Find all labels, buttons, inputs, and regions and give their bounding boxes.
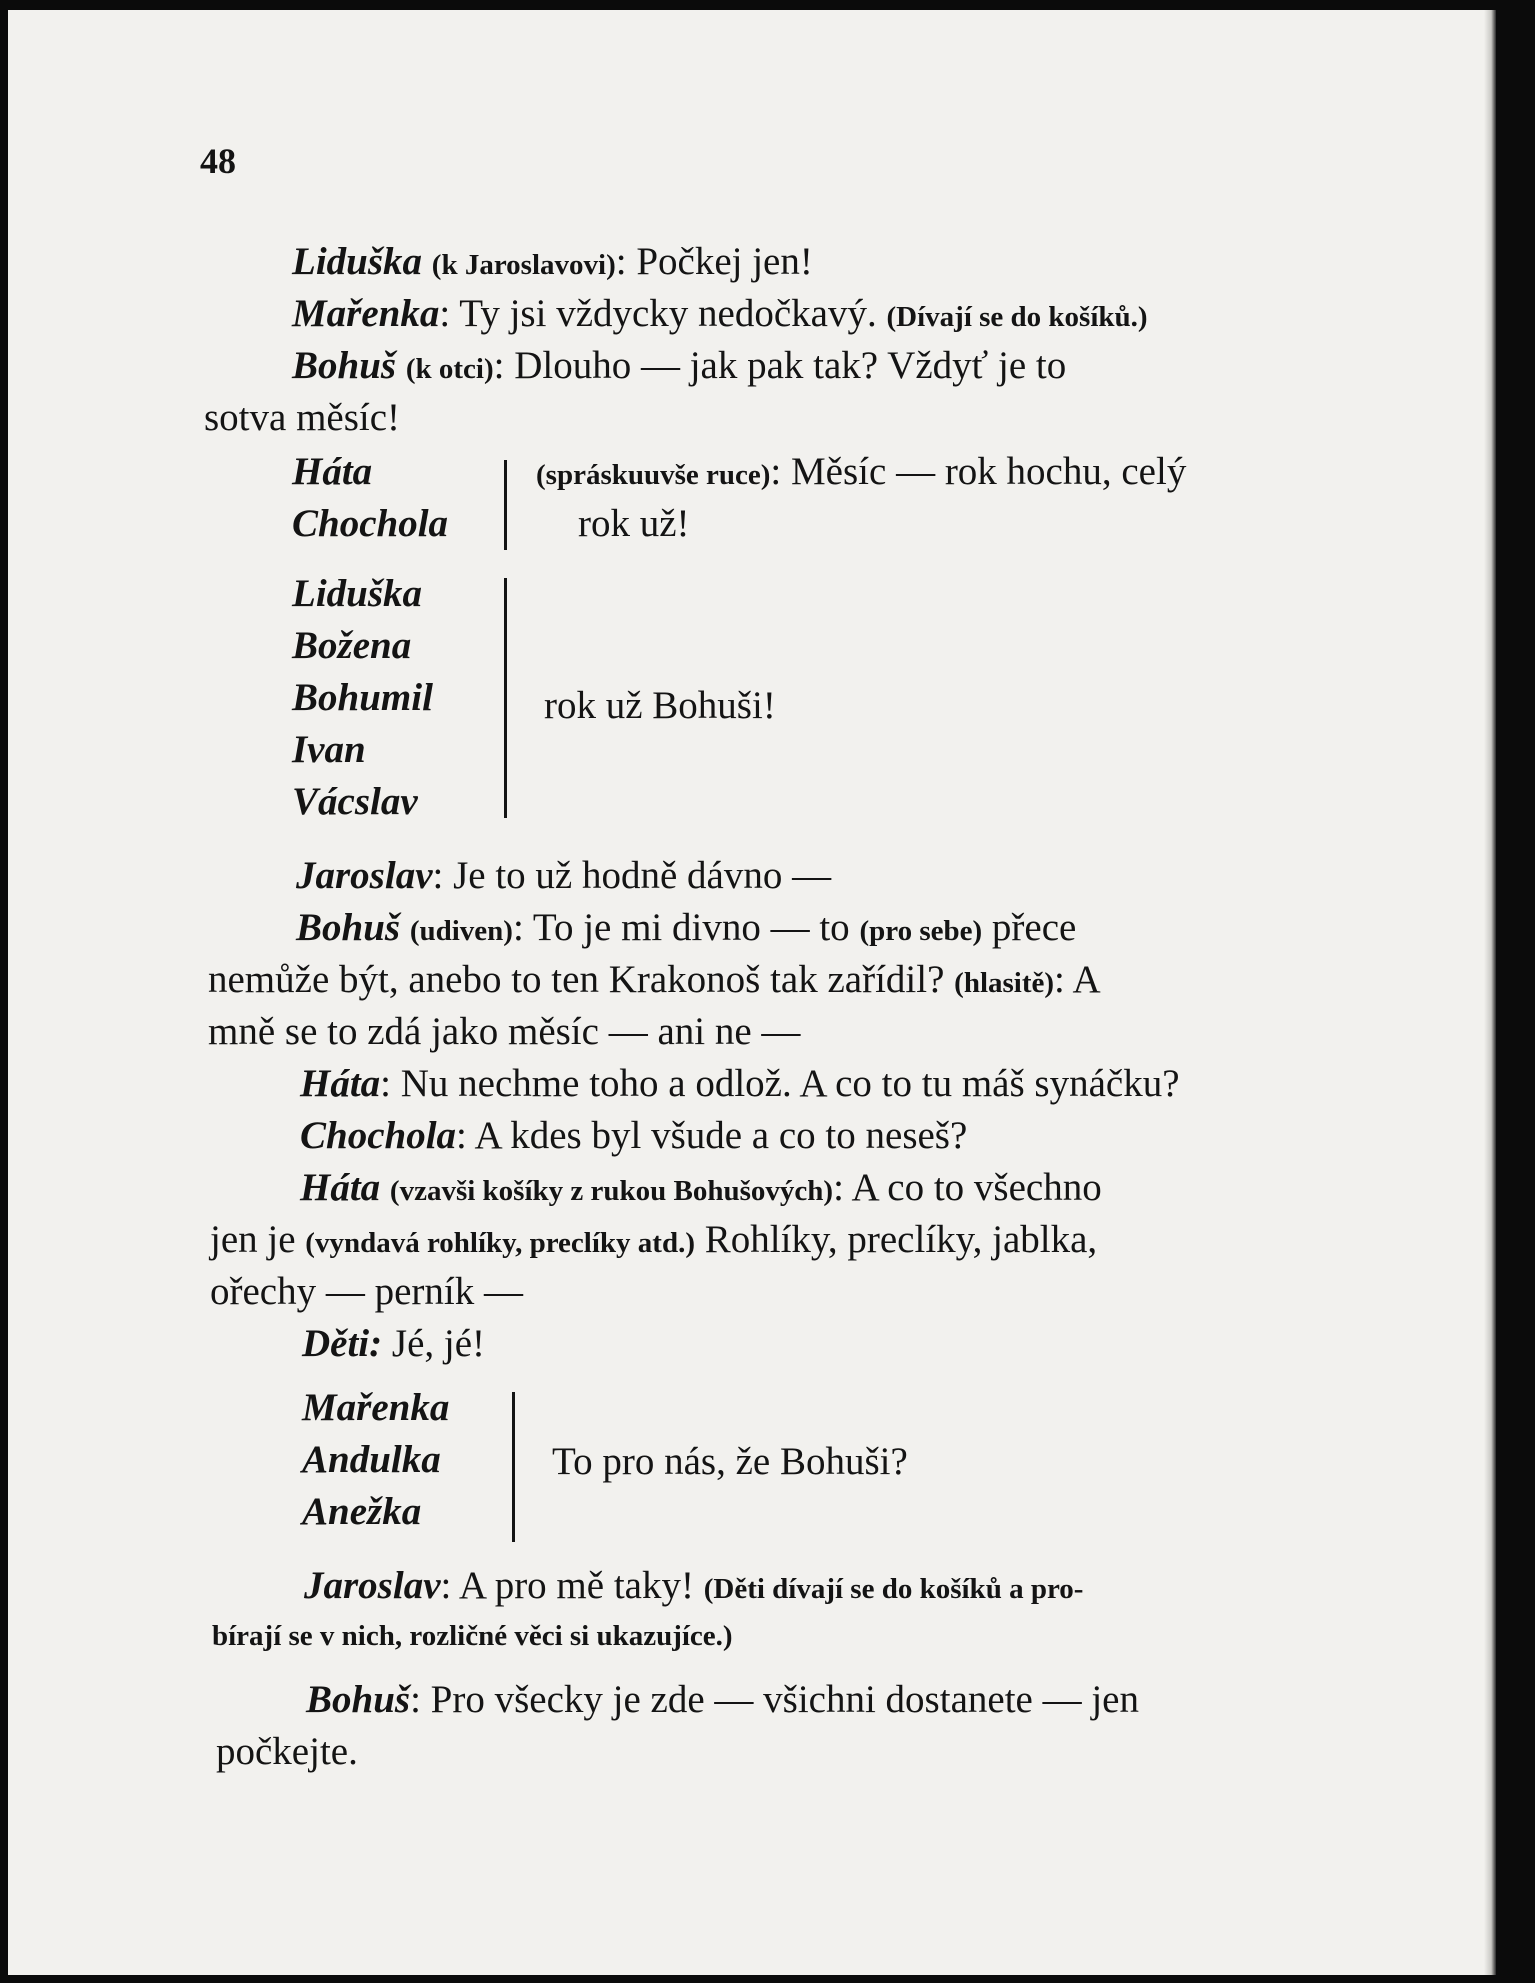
- speaker-name: Bohuš: [292, 344, 397, 387]
- dialogue-text: Jé, jé!: [391, 1322, 486, 1365]
- dialogue-text: : A pro mě taky!: [440, 1564, 694, 1607]
- dialogue-text: nemůže být, anebo to ten Krakonoš tak zařídil?: [208, 958, 945, 1001]
- speaker-name: Háta: [292, 450, 373, 493]
- stage-direction-cont: bírají se v nich, rozličné věci si ukazujíce.): [212, 1620, 733, 1652]
- line-bohus-cont: [208, 960, 1101, 999]
- dialogue-text: : Nu nechme toho a odlož. A co to tu máš synáčku?: [380, 1062, 1180, 1105]
- speaker-name: Jaroslav: [296, 854, 433, 897]
- dialogue-text: : A: [1054, 958, 1101, 1001]
- dialogue-text: : A kdes byl všude a co to neseš?: [456, 1114, 968, 1157]
- line-deti: [302, 1324, 485, 1363]
- speaker-name: Liduška: [292, 240, 423, 283]
- line-hata-cont2: ořechy — perník —: [210, 1270, 523, 1313]
- line-chochola: [300, 1116, 967, 1155]
- line-continuation: [204, 398, 400, 437]
- group2-text: rok už Bohuši!: [544, 684, 776, 727]
- speaker-name: Bohuš: [306, 1678, 411, 1721]
- line-marenka: [292, 294, 1148, 333]
- speaker-name: Bohuš: [296, 906, 401, 949]
- speaker-name: Mařenka: [302, 1386, 450, 1429]
- line-bohus-cont2: mně se to zdá jako měsíc — ani ne —: [208, 1010, 801, 1053]
- line-bohus-udiven: [296, 908, 1076, 947]
- speaker-name: Děti:: [302, 1322, 383, 1365]
- dialogue-text: : Je to už hodně dávno —: [432, 854, 832, 897]
- stage-direction: (hlasitě): [954, 967, 1055, 999]
- line-jaroslav-2: [304, 1566, 1083, 1605]
- stage-direction: (k otci): [405, 353, 494, 385]
- line-hata-kosiky: [300, 1168, 1102, 1207]
- dialogue-text: sotva měsíc!: [204, 396, 401, 439]
- dialogue-text: přece: [991, 906, 1077, 949]
- dialogue-text: : A co to všechno: [833, 1166, 1102, 1209]
- stage-direction: (udiven): [409, 915, 513, 947]
- stage-direction: (vzavši košíky z rukou Bohušových): [389, 1175, 834, 1207]
- line-hata: [300, 1064, 1180, 1103]
- speaker-name: Chochola: [300, 1114, 457, 1157]
- line-jaroslav: [296, 856, 831, 895]
- line-bohus: [292, 346, 1066, 385]
- group3-text: To pro nás, že Bohuši?: [552, 1440, 908, 1483]
- speaker-name: Anežka: [302, 1490, 422, 1533]
- dialogue-text: : Ty jsi vždycky nedočkavý.: [439, 292, 877, 335]
- line-bohus-2: [306, 1680, 1139, 1719]
- speaker-name: Liduška: [292, 572, 423, 615]
- speaker-name: Mařenka: [292, 292, 440, 335]
- page-fold-shadow: [1484, 10, 1496, 1975]
- brace: [504, 460, 507, 550]
- brace: [504, 578, 507, 818]
- speaker-name: Bohumil: [292, 676, 433, 719]
- stage-direction: (vyndavá rohlíky, preclíky atd.): [305, 1227, 695, 1259]
- stage-direction: (k Jaroslavovi): [431, 249, 616, 281]
- line-hata-cont: [210, 1220, 1097, 1259]
- stage-direction: (spráskuuvše ruce): [536, 459, 771, 491]
- speaker-name: Ivan: [292, 728, 366, 771]
- page-number: 48: [200, 141, 236, 181]
- group1-line1: [536, 452, 1186, 491]
- line-bohus-2-cont: počkejte.: [216, 1730, 358, 1773]
- brace: [512, 1392, 515, 1542]
- scan-border: [1496, 0, 1535, 1983]
- dialogue-text: Rohlíky, preclíky, jablka,: [704, 1218, 1098, 1261]
- speaker-name: Jaroslav: [304, 1564, 441, 1607]
- speaker-name: Vácslav: [292, 780, 418, 823]
- dialogue-text: : Dlouho — jak pak tak? Vždyť je to: [493, 344, 1067, 387]
- stage-direction: (Dívají se do košíků.): [886, 301, 1148, 333]
- speaker-name: Chochola: [292, 502, 449, 545]
- line-liduska: [292, 242, 813, 281]
- speaker-name: Háta: [300, 1062, 381, 1105]
- dialogue-text: : To je mi divno — to: [512, 906, 850, 949]
- dialogue-text: jen je: [210, 1218, 296, 1261]
- dialogue-text: : Pro všecky je zde — všichni dostanete — jen: [410, 1678, 1139, 1721]
- stage-direction: (Děti dívají se do košíků a pro-: [703, 1573, 1084, 1605]
- dialogue-text: : Počkej jen!: [615, 240, 813, 283]
- speaker-name: Božena: [292, 624, 412, 667]
- group1-line2: rok už!: [578, 502, 690, 545]
- dialogue-text: : Měsíc — rok hochu, celý: [770, 450, 1187, 493]
- stage-direction: (pro sebe): [859, 915, 983, 947]
- speaker-name: Háta: [300, 1166, 381, 1209]
- speaker-name: Andulka: [302, 1438, 441, 1481]
